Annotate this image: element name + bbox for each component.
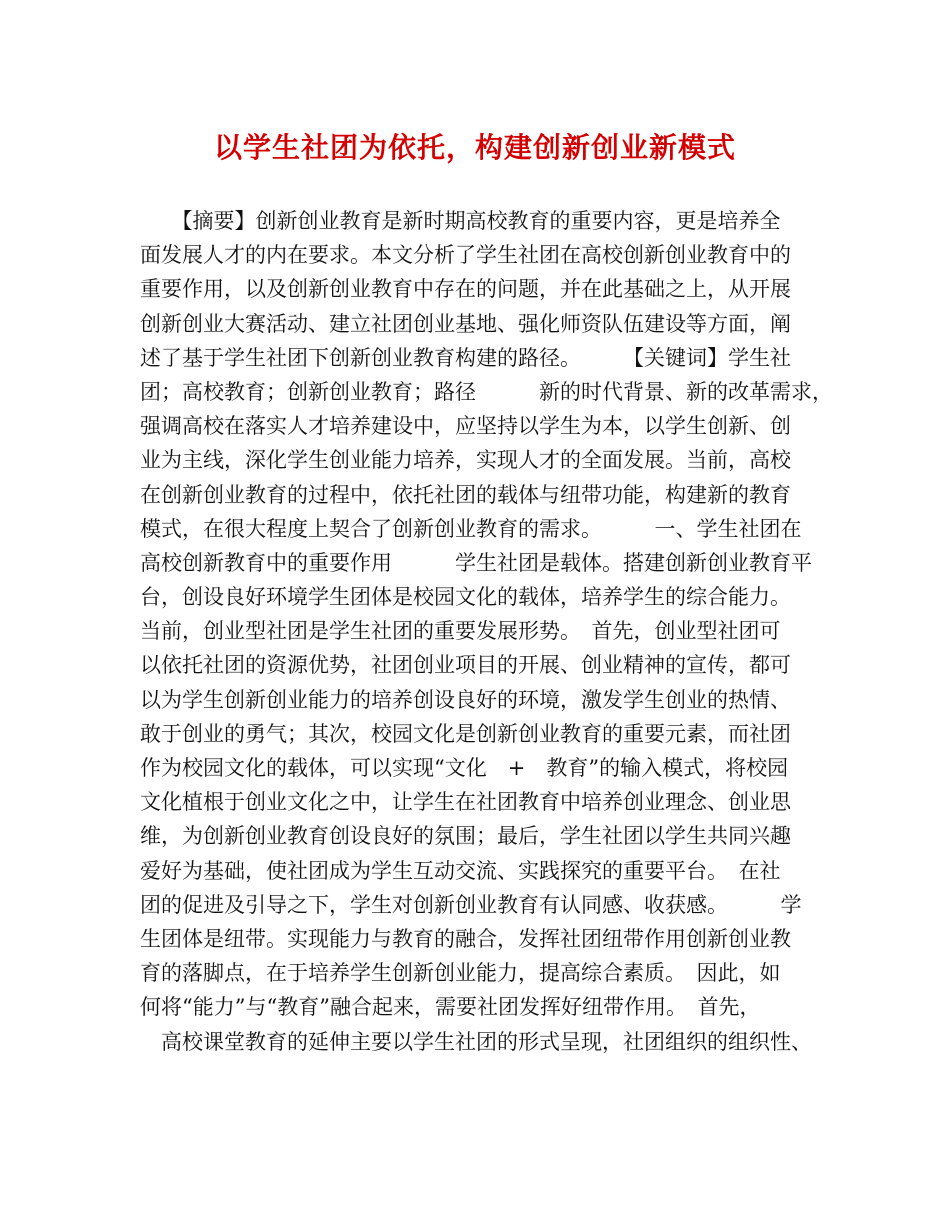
body-text-line: 业为主线，深化学生创业能力培养，实现人才的全面发展。当前，高校 xyxy=(140,448,791,473)
body-text-line: 团；高校教育；创新创业教育；路径 新的时代背景、新的改革需求， xyxy=(140,379,833,404)
body-text-line: 高校课堂教育的延伸主要以学生社团的形式呈现，社团组织的组织性、 xyxy=(140,1029,812,1054)
body-text-line: 维，为创新创业教育创设良好的氛围；最后，学生社团以学生共同兴趣 xyxy=(140,824,791,849)
body-text-line: 文化植根于创业文化之中，让学生在社团教育中培养创业理念、创业思 xyxy=(140,790,791,815)
body-text-line: 以依托社团的资源优势，社团创业项目的开展、创业精神的宣传，都可 xyxy=(140,653,791,678)
body-text-line: 创新创业大赛活动、建立社团创业基地、强化师资队伍建设等方面，阐 xyxy=(140,311,791,336)
body-text-line: 敢于创业的勇气；其次，校园文化是创新创业教育的重要元素，而社团 xyxy=(140,721,791,746)
body-text-line: 述了基于学生社团下创新创业教育构建的路径。 【关键词】学生社 xyxy=(140,345,791,370)
body-text-line: 何将“能力”与“教育”融合起来，需要社团发挥好纽带作用。 首先， xyxy=(140,995,761,1020)
body-text-line: 当前，创业型社团是学生社团的重要发展形势。 首先，创业型社团可 xyxy=(140,619,781,644)
body-text-line: 在创新创业教育的过程中，依托社团的载体与纽带功能，构建新的教育 xyxy=(140,482,791,507)
body-text-line: 模式，在很大程度上契合了创新创业教育的需求。 一、学生社团在 xyxy=(140,516,802,541)
document-body xyxy=(140,204,833,1059)
body-text-line: 面发展人才的内在要求。本文分析了学生社团在高校创新创业教育中的 xyxy=(140,243,791,268)
body-text-line: 团的促进及引导之下，学生对创新创业教育有认同感、收获感。 学 xyxy=(140,892,802,917)
body-text-line: 强调高校在落实人才培养建设中，应坚持以学生为本，以学生创新、创 xyxy=(140,414,791,439)
body-text-line: 重要作用，以及创新创业教育中存在的问题，并在此基础之上，从开展 xyxy=(140,277,791,302)
body-text-line: 【摘要】创新创业教育是新时期高校教育的重要内容，更是培养全 xyxy=(140,209,781,233)
body-text-line: 爱好为基础，使社团成为学生互动交流、实践探究的重要平台。 在社 xyxy=(140,858,781,883)
body-text-line: 以为学生创新创业能力的培养创设良好的环境，激发学生创业的热情、 xyxy=(140,687,791,712)
body-text-line: 高校创新教育中的重要作用 学生社团是载体。搭建创新创业教育平 xyxy=(140,550,812,575)
body-text-line: 台，创设良好环境学生团体是校园文化的载体，培养学生的综合能力。 xyxy=(140,585,791,610)
document-title: 以学生社团为依托，构建创新创业新模式 xyxy=(213,131,736,164)
body-text-line: 育的落脚点，在于培养学生创新创业能力，提高综合素质。 因此，如 xyxy=(140,961,781,986)
body-text-line: 生团体是纽带。实现能力与教育的融合，发挥社团纽带作用创新创业教 xyxy=(140,926,791,951)
body-text-line: 作为校园文化的载体，可以实现“文化 + 教育”的输入模式，将校园 xyxy=(140,756,789,780)
